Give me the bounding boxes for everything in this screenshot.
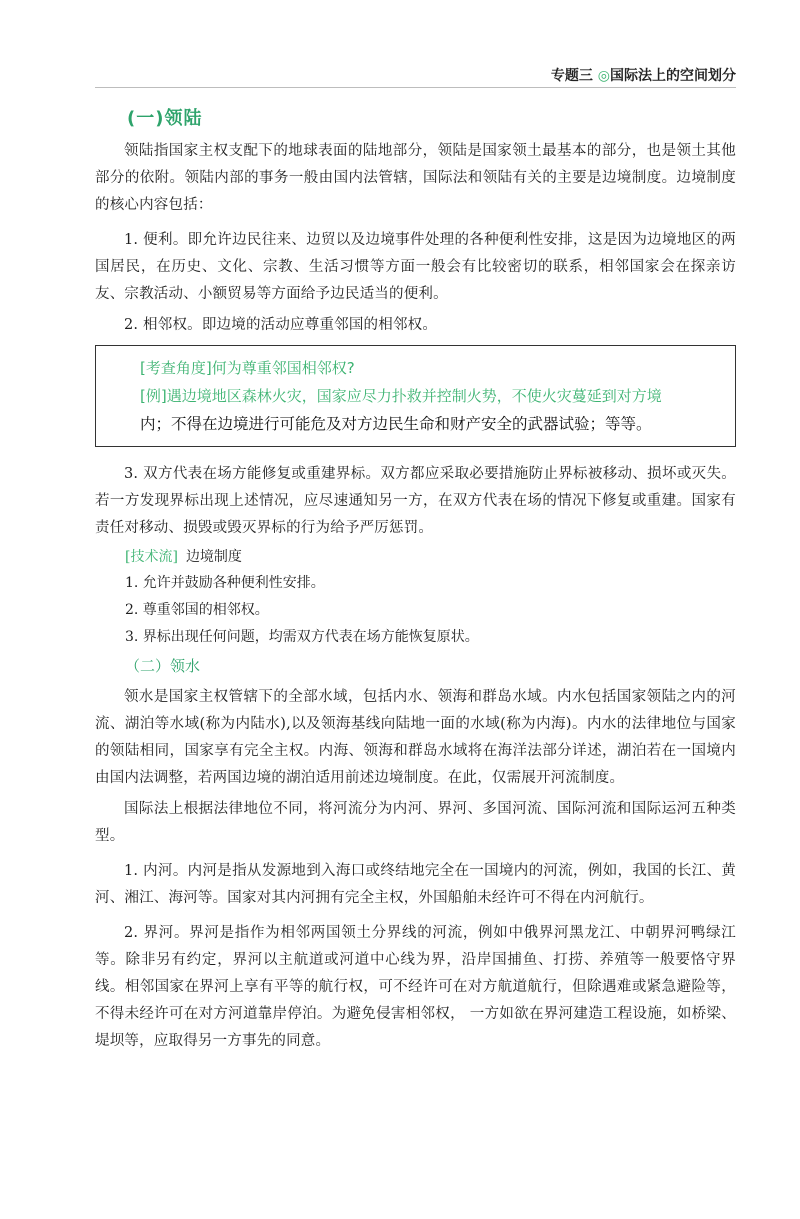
paragraph-river-types: 国际法上根据法律地位不同，将河流分为内河、界河、多国河流、国际河流和国际运河五种类型。 [95, 801, 736, 844]
section-heading-territory: (一)领陆 [127, 108, 203, 129]
paragraph-boundary-river: 2. 界河。界河是指作为相邻两国领土分界线的河流，例如中俄界河黑龙江、中朝界河鸭绿江等。除非另有约定，界河以主航道或河道中心线为界，沿岸国捕鱼、打捞、养殖等一般要恪守界线。相邻国家在界河上享有平等的航行权，可不经许可在对方航道航行，但除遇难或紧急避险等，不得未经许可在对方河道靠岸停泊。为避免侵害相邻权， 一方如欲在界河建造工程设施，如桥梁、堤坝等，应取得另一方事先的同意。 [95, 925, 736, 1049]
header-title: 国际法上的空间划分 [610, 68, 736, 84]
tech-tag: [技术流] [125, 549, 178, 565]
tech-title-text: 边境制度 [185, 549, 242, 565]
header-separator: ◎ [597, 68, 610, 84]
paragraph-neighbor-rights: 2. 相邻权。即边境的活动应尊重邻国的相邻权。 [124, 317, 438, 333]
tech-item: 3. 界标出现任何问题，均需双方代表在场方能恢复原状。 [125, 629, 479, 645]
header-rule [95, 87, 736, 88]
paragraph-convenience: 1. 便利。即允许边民往来、边贸以及边境事件处理的各种便利性安排，这是因为边境地区的两国居民，在历史、文化、宗教、生活习惯等方面一般会有比较密切的联系，相邻国家会在探亲访友、宗教活动、小额贸易等方面给予边民适当的便利。 [95, 232, 736, 302]
header-topic: 专题三 [550, 68, 593, 84]
exam-example: [例]遇边境地区森林火灾，国家应尽力扑救并控制火势，不使火灾蔓延到对方境 [140, 387, 662, 405]
page-header [0, 63, 800, 97]
page-body [95, 100, 736, 1055]
exam-example-continued: 内；不得在边境进行可能危及对方边民生命和财产安全的武器试验；等等。 [140, 415, 652, 433]
tech-summary-title [125, 544, 736, 570]
exam-focus-box [95, 345, 736, 447]
tech-item: 1. 允许并鼓励各种便利性安排。 [125, 575, 325, 591]
tech-item: 2. 尊重邻国的相邻权。 [125, 602, 269, 618]
paragraph-waters-intro: 领水是国家主权管辖下的全部水域，包括内水、领海和群岛水域。内水包括国家领陆之内的河流、湖泊等水域(称为内陆水),以及领海基线向陆地一面的水域(称为内海)。内水的法律地位与国家的领陆相同，国家享有完全主权。内海、领海和群岛水域将在海洋法部分详述，湖泊若在一国境内由国内法调整，若两国边境的湖泊适用前述边境制度。在此，仅需展开河流制度。 [95, 689, 736, 786]
running-header [551, 65, 736, 85]
paragraph-boundary-markers: 3. 双方代表在场方能修复或重建界标。双方都应采取必要措施防止界标被移动、损坏或灭失。若一方发现界标出现上述情况，应尽速通知另一方，在双方代表在场的情况下修复或重建。国家有责任对移动、损毁或毁灭界标的行为给予严厉惩罚。 [95, 466, 736, 536]
paragraph-territory-intro: 领陆指国家主权支配下的地球表面的陆地部分，领陆是国家领土最基本的部分，也是领土其他部分的依附。领陆内部的事务一般由国内法管辖，国际法和领陆有关的主要是边境制度。边境制度的核心内容包括： [95, 143, 736, 213]
paragraph-inland-river: 1. 内河。内河是指从发源地到入海口或终结地完全在一国境内的河流，例如，我国的长江、黄河、湘江、海河等。国家对其内河拥有完全主权，外国船舶未经许可不得在内河航行。 [95, 863, 736, 906]
section-heading-waters: （二）领水 [125, 657, 201, 675]
exam-question: [考查角度]何为尊重邻国相邻权? [140, 359, 355, 377]
